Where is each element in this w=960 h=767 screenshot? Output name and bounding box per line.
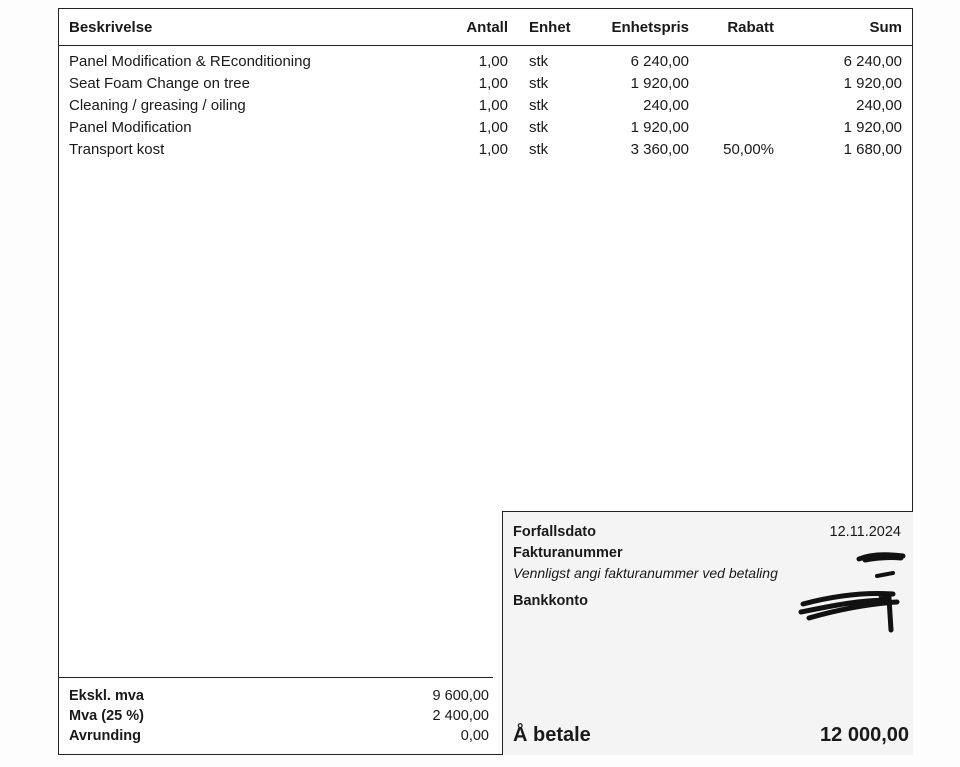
table-row — [59, 75, 912, 97]
header-quantity: Antall — [466, 19, 508, 36]
totals-section — [59, 677, 493, 755]
header-discount: Rabatt — [727, 19, 774, 36]
line-quantity: 1,00 — [478, 97, 508, 114]
line-unit: stk — [529, 97, 549, 114]
vat-row — [69, 708, 489, 728]
line-sum: 1 920,00 — [843, 75, 902, 92]
invoice-number-label: Fakturanummer — [513, 545, 623, 561]
line-description: Transport kost — [69, 141, 165, 158]
line-description: Cleaning / greasing / oiling — [69, 97, 246, 114]
excl-vat-label: Ekskl. mva — [69, 688, 144, 704]
table-header — [59, 9, 912, 46]
header-unit-price: Enhetspris — [611, 19, 689, 36]
line-unit: stk — [529, 141, 549, 158]
line-description: Seat Foam Change on tree — [69, 75, 250, 92]
table-row — [59, 119, 912, 141]
line-unit: stk — [529, 53, 549, 70]
line-quantity: 1,00 — [478, 141, 508, 158]
amount-due-value: 12 000,00 — [820, 724, 909, 746]
redaction-scribble-invoice-number — [855, 548, 907, 568]
header-unit: Enhet — [529, 19, 571, 36]
table-row — [59, 141, 912, 163]
invoice-number-note: Vennligst angi fakturanummer ved betaling — [513, 565, 778, 581]
vat-label: Mva (25 %) — [69, 708, 144, 724]
line-sum: 240,00 — [856, 97, 902, 114]
line-discount: 50,00% — [723, 141, 774, 158]
line-description: Panel Modification & REconditioning — [69, 53, 311, 70]
line-sum: 1 680,00 — [843, 141, 902, 158]
header-description: Beskrivelse — [69, 19, 153, 36]
due-date-label: Forfallsdato — [513, 524, 596, 540]
line-unit: stk — [529, 75, 549, 92]
invoice-document — [58, 8, 913, 755]
line-quantity: 1,00 — [478, 119, 508, 136]
amount-due-label: Å betale — [513, 724, 591, 746]
excl-vat-value: 9 600,00 — [432, 688, 489, 704]
rounding-row — [69, 728, 489, 748]
line-unit-price: 1 920,00 — [630, 119, 689, 136]
line-unit-price: 240,00 — [643, 97, 689, 114]
line-unit-price: 3 360,00 — [630, 141, 689, 158]
line-unit-price: 1 920,00 — [630, 75, 689, 92]
due-date-value: 12.11.2024 — [829, 524, 901, 540]
header-sum: Sum — [869, 19, 902, 36]
line-quantity: 1,00 — [478, 53, 508, 70]
rounding-value: 0,00 — [460, 728, 489, 744]
line-unit: stk — [529, 119, 549, 136]
line-quantity: 1,00 — [478, 75, 508, 92]
rounding-label: Avrunding — [69, 728, 141, 744]
redaction-scribble-bank-account — [793, 570, 908, 640]
payment-panel — [502, 511, 913, 755]
line-sum: 6 240,00 — [843, 53, 902, 70]
line-unit-price: 6 240,00 — [630, 53, 689, 70]
table-row — [59, 97, 912, 119]
table-row — [59, 53, 912, 75]
vat-value: 2 400,00 — [432, 708, 489, 724]
bank-account-label: Bankkonto — [513, 593, 588, 609]
excl-vat-row — [69, 688, 489, 708]
line-sum: 1 920,00 — [843, 119, 902, 136]
line-description: Panel Modification — [69, 119, 192, 136]
